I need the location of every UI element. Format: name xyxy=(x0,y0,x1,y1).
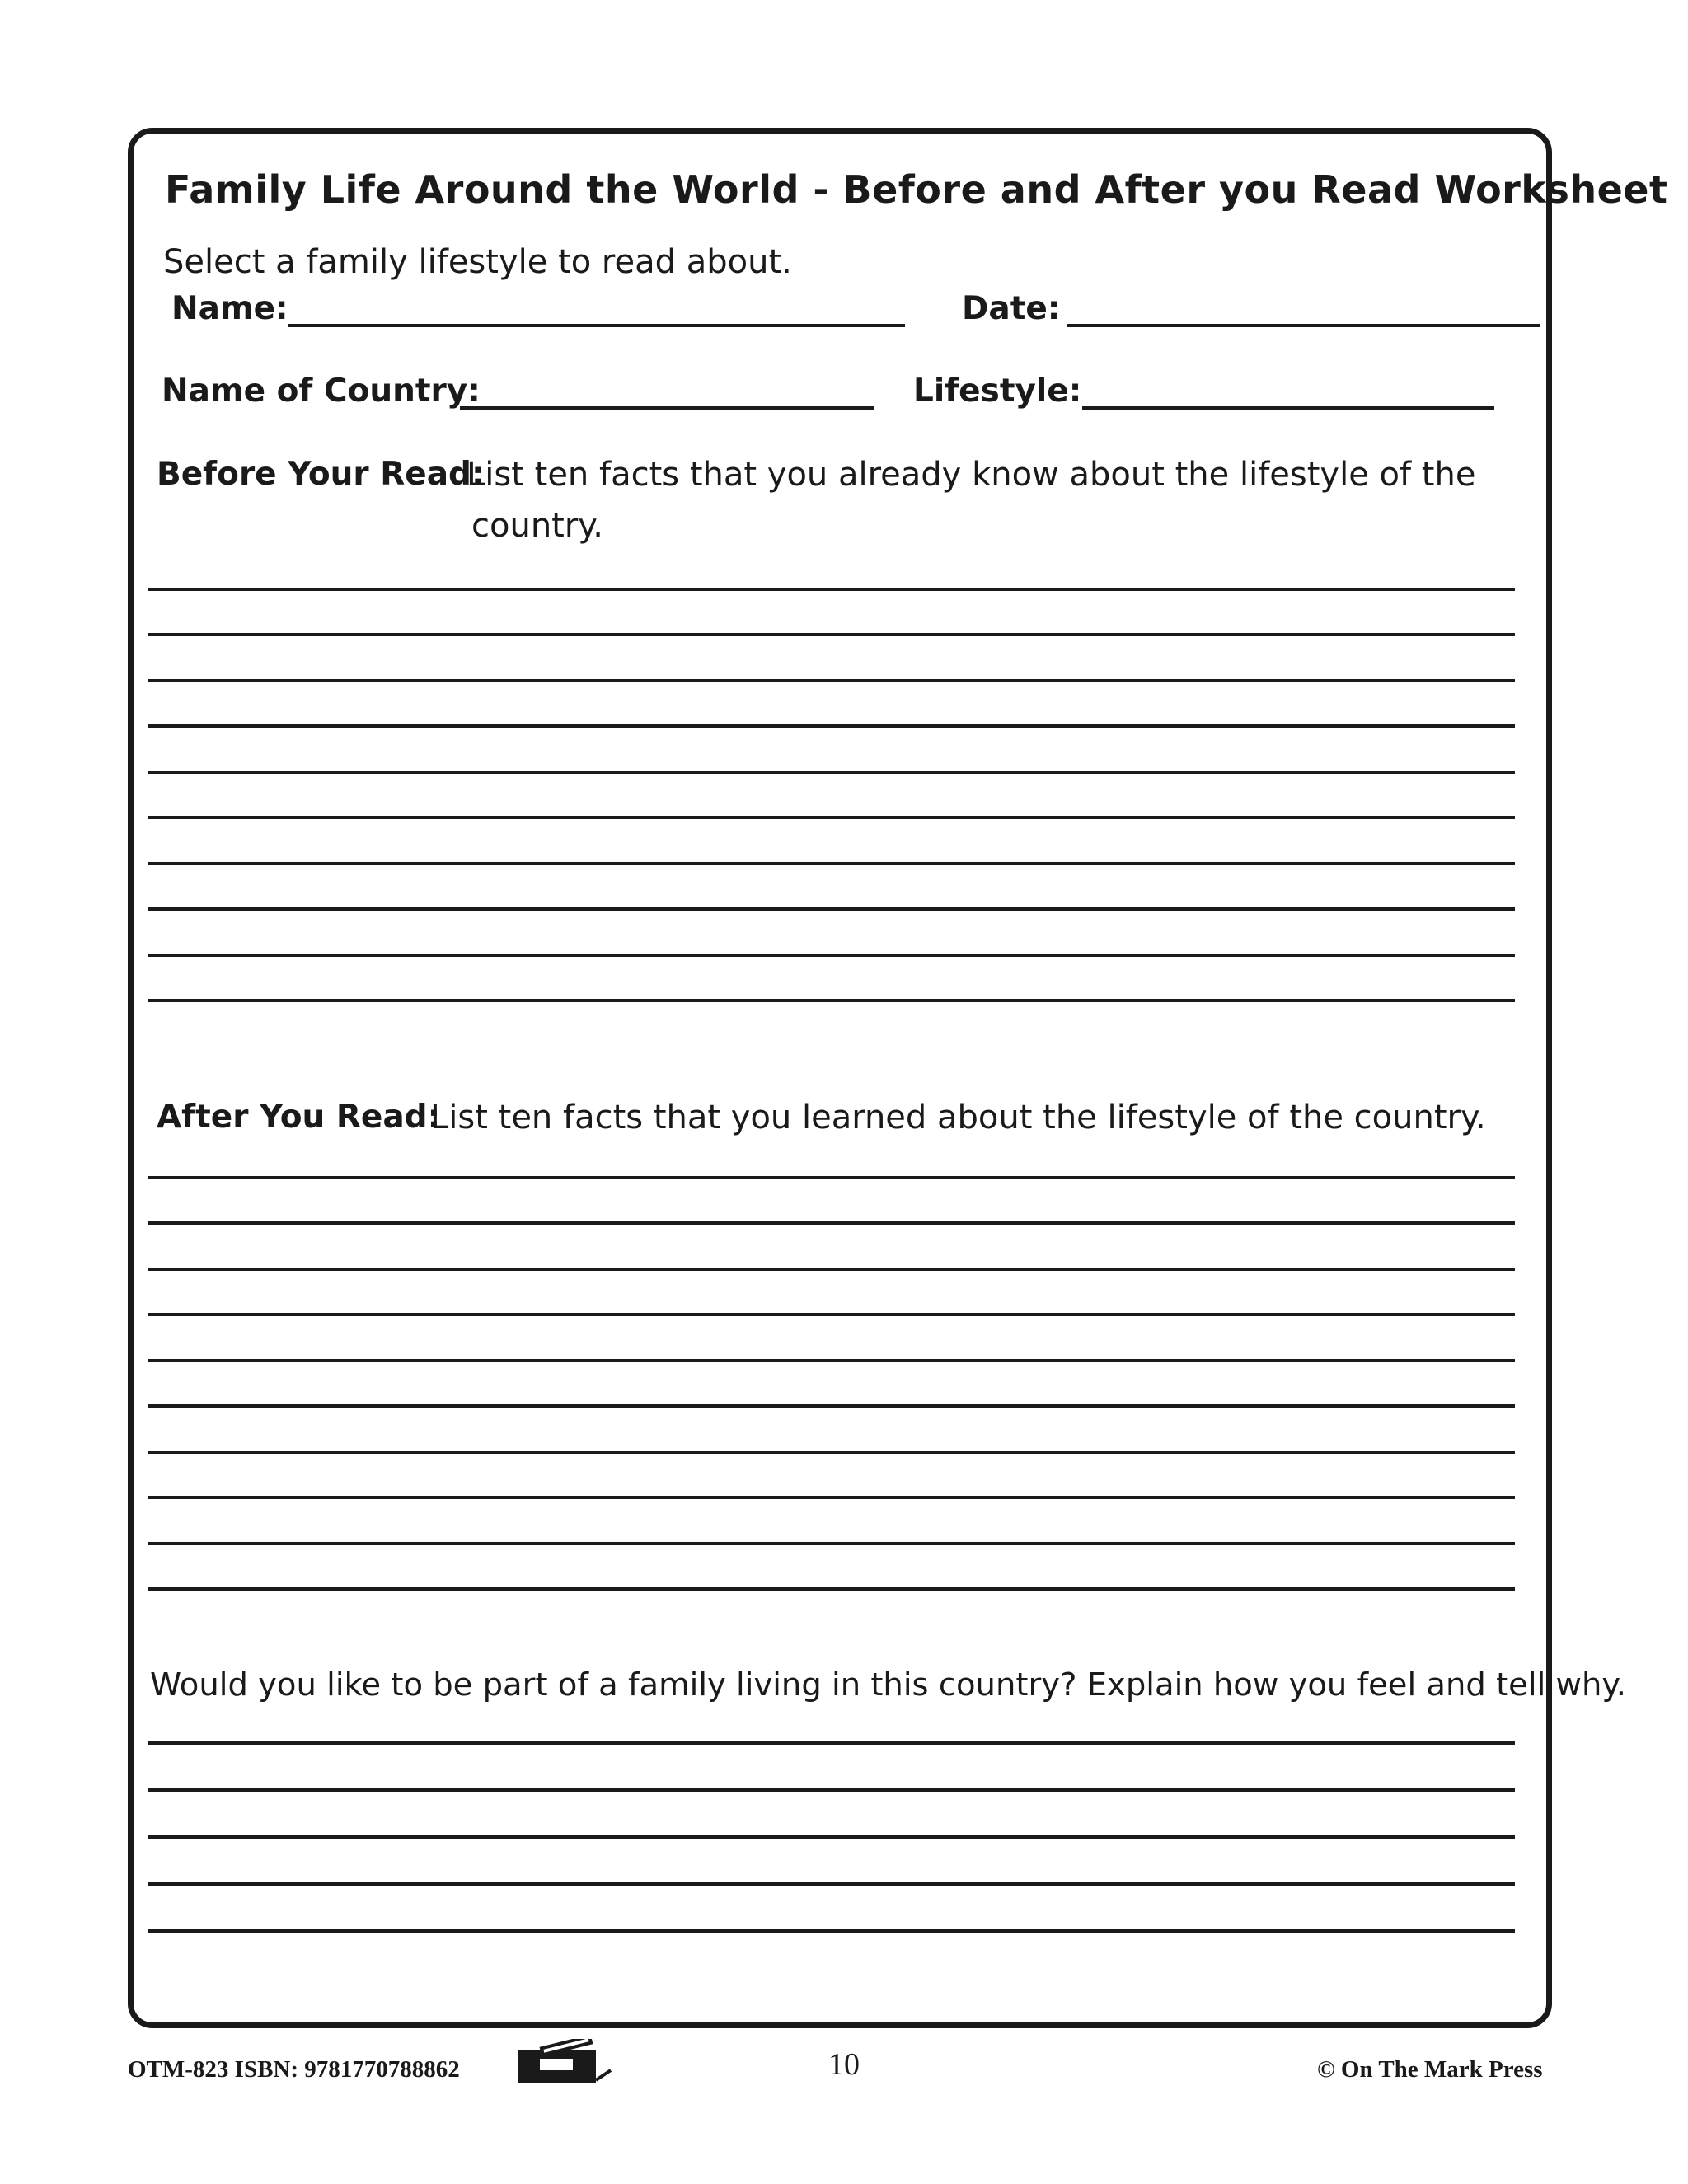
name-field[interactable] xyxy=(288,324,905,327)
lifestyle-label: Lifestyle: xyxy=(913,373,1082,410)
date-field[interactable] xyxy=(1067,324,1540,327)
before-answer-line-8[interactable] xyxy=(148,907,1515,911)
date-label: Date: xyxy=(962,290,1061,327)
lifestyle-field[interactable] xyxy=(1082,406,1494,410)
after-read-label: After You Read: xyxy=(157,1099,441,1136)
footer-isbn: OTM-823 ISBN: 9781770788862 xyxy=(128,2056,460,2083)
before-read-prompt-line2: country. xyxy=(471,507,603,545)
after-read-prompt: List ten facts that you learned about the lifestyle of the country. xyxy=(430,1099,1486,1137)
country-label: Name of Country: xyxy=(162,373,481,410)
before-answer-line-10[interactable] xyxy=(148,999,1515,1002)
page-number: 10 xyxy=(828,2047,860,2082)
before-read-label: Before Your Read: xyxy=(157,456,485,493)
after-answer-line-8[interactable] xyxy=(148,1496,1515,1499)
instruction-text: Select a family lifestyle to read about. xyxy=(163,243,792,281)
before-answer-line-6[interactable] xyxy=(148,816,1515,819)
before-answer-line-4[interactable] xyxy=(148,724,1515,728)
before-answer-line-7[interactable] xyxy=(148,862,1515,865)
before-answer-line-9[interactable] xyxy=(148,954,1515,957)
country-field[interactable] xyxy=(460,406,874,410)
before-answer-line-2[interactable] xyxy=(148,633,1515,636)
after-answer-line-10[interactable] xyxy=(148,1587,1515,1591)
before-answer-line-3[interactable] xyxy=(148,679,1515,682)
photocopier-icon xyxy=(515,2039,614,2092)
after-answer-line-4[interactable] xyxy=(148,1313,1515,1316)
after-answer-line-1[interactable] xyxy=(148,1176,1515,1179)
worksheet-title: Family Life Around the World - Before and After you Read Worksheet xyxy=(165,167,1668,212)
after-answer-line-5[interactable] xyxy=(148,1359,1515,1362)
before-answer-line-1[interactable] xyxy=(148,588,1515,591)
after-answer-line-3[interactable] xyxy=(148,1268,1515,1271)
reflection-answer-line-1[interactable] xyxy=(148,1741,1515,1745)
reflection-prompt: Would you like to be part of a family living in this country? Explain how you feel and tell why. xyxy=(150,1666,1626,1704)
after-answer-line-6[interactable] xyxy=(148,1404,1515,1408)
after-answer-line-7[interactable] xyxy=(148,1451,1515,1454)
reflection-answer-line-4[interactable] xyxy=(148,1882,1515,1886)
publisher-credit: © On The Mark Press xyxy=(1317,2056,1543,2083)
after-answer-line-9[interactable] xyxy=(148,1542,1515,1545)
before-answer-line-5[interactable] xyxy=(148,771,1515,774)
reflection-answer-line-2[interactable] xyxy=(148,1788,1515,1792)
before-read-prompt-line1: List ten facts that you already know about the lifestyle of the xyxy=(467,456,1476,494)
after-answer-line-2[interactable] xyxy=(148,1221,1515,1225)
reflection-answer-line-3[interactable] xyxy=(148,1835,1515,1839)
name-label: Name: xyxy=(171,290,288,327)
reflection-answer-line-5[interactable] xyxy=(148,1929,1515,1933)
